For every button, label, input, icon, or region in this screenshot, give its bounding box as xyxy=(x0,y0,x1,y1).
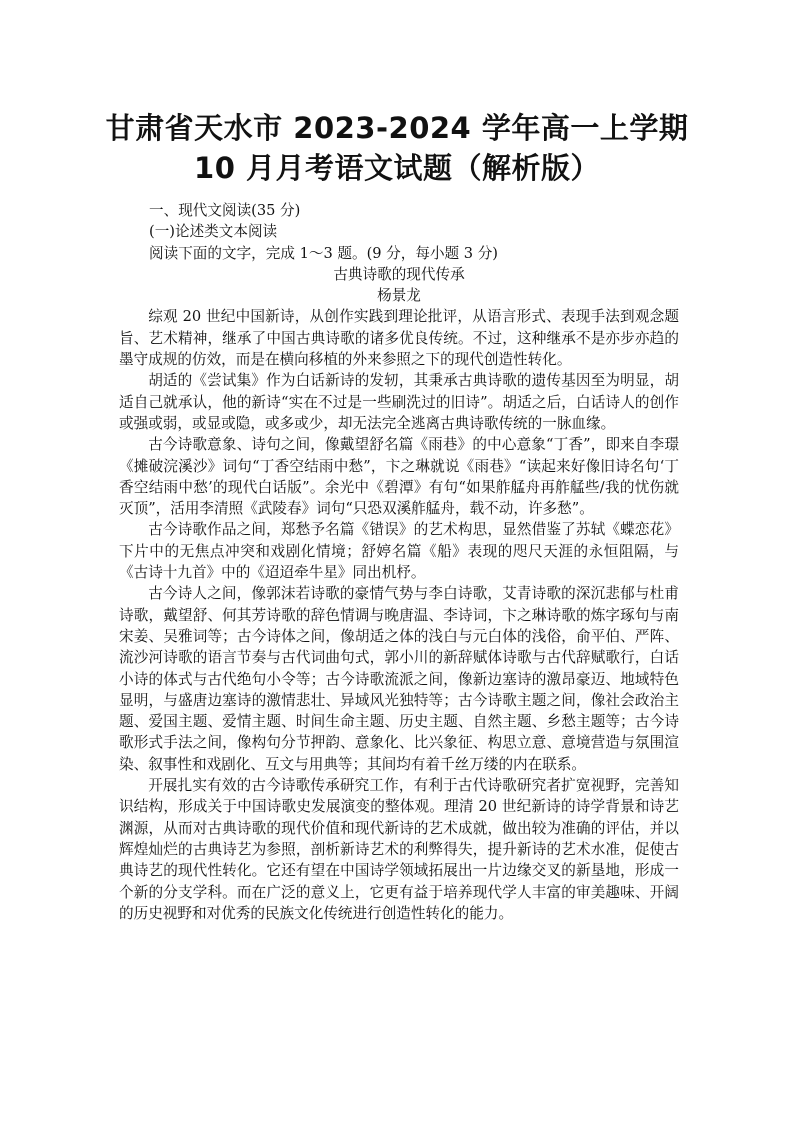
document-body xyxy=(119,200,679,924)
document-title-line-1: 甘肃省天水市 2023-2024 学年高一上学期 xyxy=(105,111,689,145)
reading-instruction: 阅读下面的文字，完成 1～3 题。(9 分，每小题 3 分) xyxy=(149,244,499,262)
paragraph-1: 综观 20 世纪中国新诗，从创作实践到理论批评，从语言形式、表现手法到观念题旨、艺术精神，继承了中国古典诗歌的诸多优良传统。不过，这种继承不是亦步亦趋的墨守成规的仿效，而是在横向移植的外来参照之下的现代创造性转化。 xyxy=(119,308,679,369)
paragraph-4: 古今诗歌作品之间，郑愁予名篇《错误》的艺术构思，显然借鉴了苏轼《蝶恋花》下片中的无焦点冲突和戏剧化情境；舒婷名篇《船》表现的咫尺天涯的永恒阻隔，与《古诗十九首》中的《迢迢牵牛星》同出机杼。 xyxy=(119,521,679,582)
document-title-line-2: 10 月月考语文试题（解析版） xyxy=(194,151,600,185)
paragraph-3: 古今诗歌意象、诗句之间，像戴望舒名篇《雨巷》的中心意象“丁香”，即来自李璟《摊破浣溪沙》词句“丁香空结雨中愁”，卞之琳就说《雨巷》“读起来好像旧诗名句‘丁香空结雨中愁’的现代白话版”。余光中《碧潭》有句“如果舴艋舟再舴艋些/我的忧伤就灭顶”，活用李清照《武陵春》词句“只恐双溪舴艋舟，载不动，许多愁”。 xyxy=(119,436,679,518)
paragraph-5: 古今诗人之间，像郭沫若诗歌的豪情气势与李白诗歌，艾青诗歌的深沉悲郁与杜甫诗歌，戴望舒、何其芳诗歌的辞色情调与晚唐温、李诗词，卞之琳诗歌的炼字琢句与南宋姜、吴雅词等；古今诗体之间，像胡适之体的浅白与元白体的浅俗，俞平伯、严阵、流沙河诗歌的语言节奏与古代词曲句式，郭小川的新辞赋体诗歌与古代辞赋歌行，白话小诗的体式与古代绝句小令等；古今诗歌流派之间，像新边塞诗的激昂豪迈、地域特色显明，与盛唐边塞诗的激情悲壮、异域风光独特等；古今诗歌主题之间，像社会政治主题、爱国主题、爱情主题、时间生命主题、历史主题、自然主题、乡愁主题等；古今诗歌形式手法之间，像构句分节押韵、意象化、比兴象征、构思立意、意境营造与氛围渲染、叙事性和戏剧化、互文与用典等；其间均有着千丝万缕的内在联系。 xyxy=(119,585,679,773)
paragraph-6: 开展扎实有效的古今诗歌传承研究工作，有利于古代诗歌研究者扩宽视野，完善知识结构，形成关于中国诗歌史发展演变的整体观。理清 20 世纪新诗的诗学背景和诗艺渊源，从而对古典诗歌的现代价值和现代新诗的艺术成就，做出较为准确的评估，并以辉煌灿烂的古典诗艺为参照，剖析新诗艺术的利弊得失，提升新诗的艺术水准，促使古典诗艺的现代性转化。它还有望在中国诗学领域拓展出一片边缘交叉的新垦地，形成一个新的分支学科。而在广泛的意义上，它更有益于培养现代学人丰富的审美趣味、开阔的历史视野和对优秀的民族文化传统进行创造性转化的能力。 xyxy=(119,777,679,922)
article-author: 杨景龙 xyxy=(377,287,421,305)
section-heading: 一、现代文阅读(35 分) xyxy=(149,202,301,219)
subsection-heading: (一)论述类文本阅读 xyxy=(149,223,278,241)
paragraph-2: 胡适的《尝试集》作为白话新诗的发轫，其秉承古典诗歌的遗传基因至为明显，胡适自己就承认，他的新诗“实在不过是一些刷洗过的旧诗”。胡适之后，白话诗人的创作或强或弱，或显或隐，或多或少，却无法完全逃离古典诗歌传统的一脉血缘。 xyxy=(119,372,679,432)
article-title: 古典诗歌的现代传承 xyxy=(333,265,465,283)
